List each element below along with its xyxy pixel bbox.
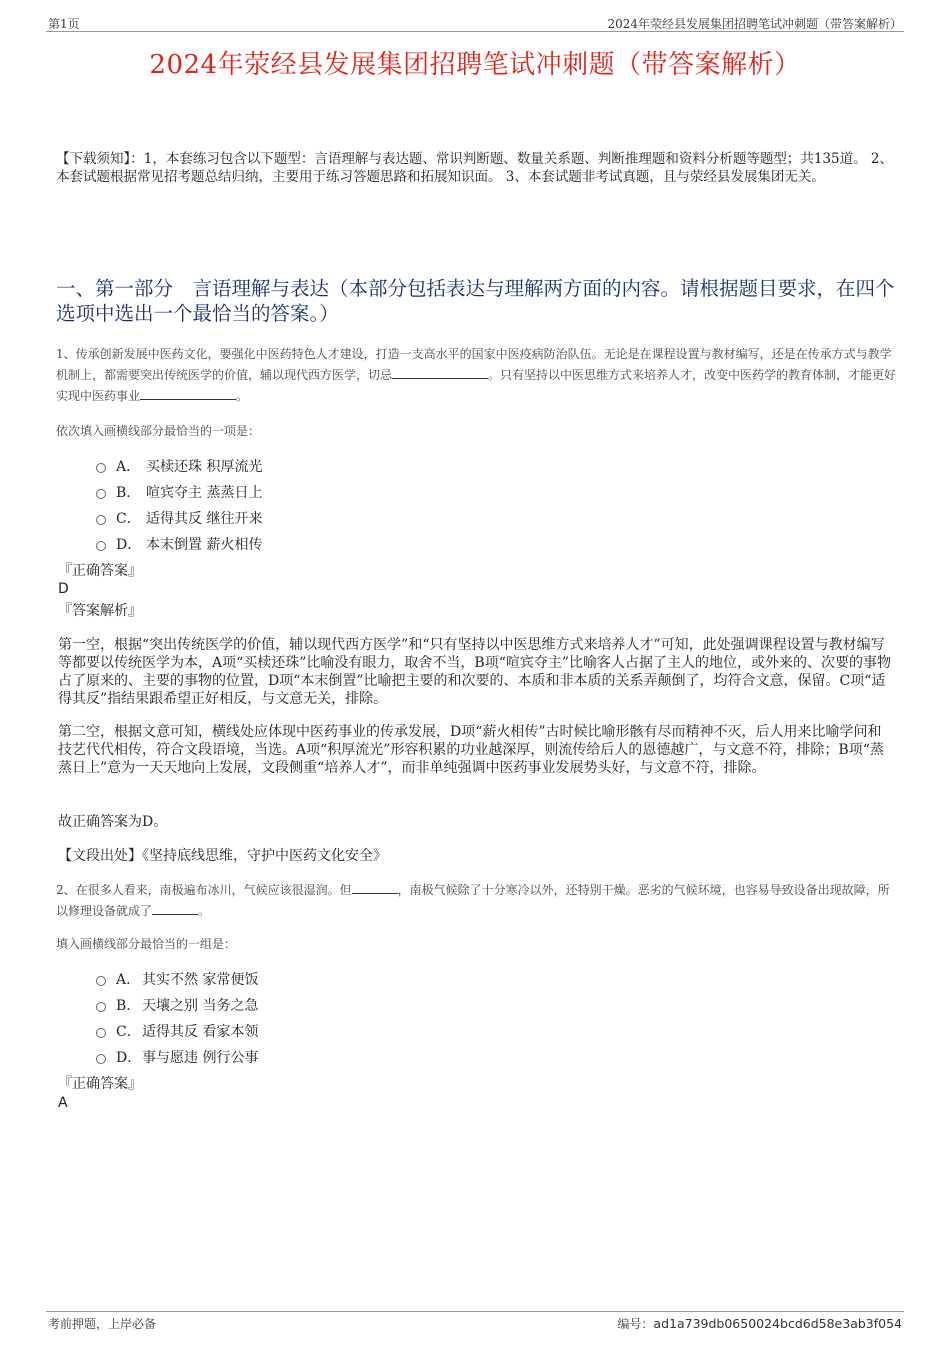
blank-1 <box>392 367 488 379</box>
footer-slogan: 考前押题，上岸必备 <box>48 1317 157 1331</box>
option-c[interactable] <box>96 505 262 531</box>
radio-icon <box>96 1028 106 1038</box>
correct-answer-label: 『正确答案』 <box>58 1076 142 1092</box>
conclusion: 故正确答案为D。 <box>58 814 168 830</box>
question-2-text <box>56 880 898 922</box>
radio-icon <box>96 489 106 499</box>
correct-answer: D <box>58 581 69 597</box>
question-1-prompt: 依次填入画横线部分最恰当的一项是： <box>56 424 261 438</box>
blank-2 <box>152 903 198 915</box>
option-key: B． <box>116 485 141 501</box>
option-text: 事与愿违 例行公事 <box>142 1050 259 1066</box>
source: 【文段出处】《坚持底线思维，守护中医药文化安全》 <box>58 848 387 864</box>
radio-icon <box>96 541 106 551</box>
footer-code-label: 编号： <box>617 1317 654 1331</box>
download-notice: 【下载须知】：1，本套练习包含以下题型：言语理解与表达题、常识判断题、数量关系题、判断推理题和资料分析题等题型；共135道。 2、本套试题根据常见招考题总结归纳，主要用于练习答题思路和拓展知识面。 3、本套试题非考试真题，且与荥经县发展集团无关。 <box>56 151 893 185</box>
section-title: 一、第一部分 言语理解与表达（本部分包括表达与理解两方面的内容。请根据题目要求，在四个选项中选出一个最恰当的答案。） <box>56 277 895 325</box>
option-key: C． <box>116 1024 141 1040</box>
radio-icon <box>96 1054 106 1064</box>
question-1-options <box>96 453 262 557</box>
option-key: D． <box>116 1050 142 1066</box>
option-d[interactable] <box>96 1044 258 1070</box>
option-key: D． <box>116 537 142 553</box>
question-2-part-b: ，南极气候除了十分寒冷以外，还特别干燥。恶劣的气候环境，也容易导致设备出现故障，所以修理设备就成了 <box>56 883 890 918</box>
correct-answer-label: 『正确答案』 <box>58 563 142 579</box>
question-1-part-b: 。只有坚持以中医思维方式来培养人才，改变中医药学的教育体制，才能更好实现中医药事业 <box>56 368 897 403</box>
radio-icon <box>96 463 106 473</box>
option-text: 买椟还珠 积厚流光 <box>146 459 263 475</box>
radio-icon <box>96 976 106 986</box>
footer-code <box>617 1315 902 1332</box>
question-2-part-a: 2、在很多人看来，南极遍布冰川，气候应该很湿润。但 <box>56 883 352 897</box>
header-doc-name: 2024年荥经县发展集团招聘笔试冲刺题（带答案解析） <box>607 17 902 31</box>
option-text: 天壤之别 当务之急 <box>142 998 259 1014</box>
blank-1 <box>352 882 398 894</box>
option-text: 本末倒置 薪火相传 <box>146 537 263 553</box>
page-number: 第1页 <box>48 17 80 31</box>
footer-code-value: ad1a739db0650024bcd6d58e3ab3f054 <box>653 1316 902 1331</box>
question-1-part-a: 1、传承创新发展中医药文化，要强化中医药特色人才建设，打造一支高水平的国家中医疫病防治队伍。无论是在课程设置与教材编写，还是在传承方式与教学机制上，都需要突出传统医学的价值，辅以现代西方医学，切忌 <box>56 347 892 382</box>
option-a[interactable] <box>96 453 262 479</box>
correct-answer: A <box>58 1095 68 1111</box>
analysis-paragraph-2: 第二空，根据文意可知，横线处应体现中医药事业的传承发展，D项“薪火相传”古时候比喻形骸有尽而精神不灭，后人用来比喻学问和技艺代代相传，符合文段语境，当选。A项“积厚流光”形容积累的功业越深厚，则流传给后人的恩德越广，与文意不符，排除；B项“蒸蒸日上”意为一天天地向上发展，文段侧重“培养人才”，而非单纯强调中医药事业发展势头好，与文意不符，排除。 <box>58 724 884 776</box>
option-key: C． <box>116 511 141 527</box>
radio-icon <box>96 515 106 525</box>
option-c[interactable] <box>96 1018 258 1044</box>
document-title: 2024年荥经县发展集团招聘笔试冲刺题（带答案解析） <box>149 50 801 80</box>
option-d[interactable] <box>96 531 262 557</box>
analysis-label: 『答案解析』 <box>58 603 142 619</box>
option-a[interactable] <box>96 966 258 992</box>
option-b[interactable] <box>96 992 258 1018</box>
option-key: A． <box>116 972 141 988</box>
page-header <box>46 14 904 32</box>
question-2-options <box>96 966 258 1070</box>
option-text: 喧宾夺主 蒸蒸日上 <box>146 485 263 501</box>
analysis-paragraph-1: 第一空，根据“突出传统医学的价值，辅以现代西方医学”和“只有坚持以中医思维方式来培养人才”可知，此处强调课程设置与教材编写等都要以传统医学为本，A项“买椟还珠”比喻没有眼力，取舍不当，B项“喧宾夺主”比喻客人占据了主人的地位，或外来的、次要的事物占了原来的、主要的事物的位置，D项“本末倒置”比喻把主要的和次要的、本质和非本质的关系弄颠倒了，均符合文意，保留。C项“适得其反”指结果跟希望正好相反，与文意无关，排除。 <box>58 637 892 707</box>
question-1-part-c: 。 <box>236 389 249 403</box>
question-2-prompt: 填入画横线部分最恰当的一组是： <box>56 937 237 951</box>
option-text: 适得其反 看家本领 <box>142 1024 259 1040</box>
option-b[interactable] <box>96 479 262 505</box>
option-key: B． <box>116 998 141 1014</box>
option-key: A． <box>116 459 141 475</box>
question-2-part-c: 。 <box>198 904 211 918</box>
question-1-text <box>56 344 898 407</box>
option-text: 适得其反 继往开来 <box>146 511 263 527</box>
option-text: 其实不然 家常便饭 <box>142 972 259 988</box>
radio-icon <box>96 1002 106 1012</box>
page-footer <box>46 1311 904 1331</box>
blank-2 <box>140 388 236 400</box>
